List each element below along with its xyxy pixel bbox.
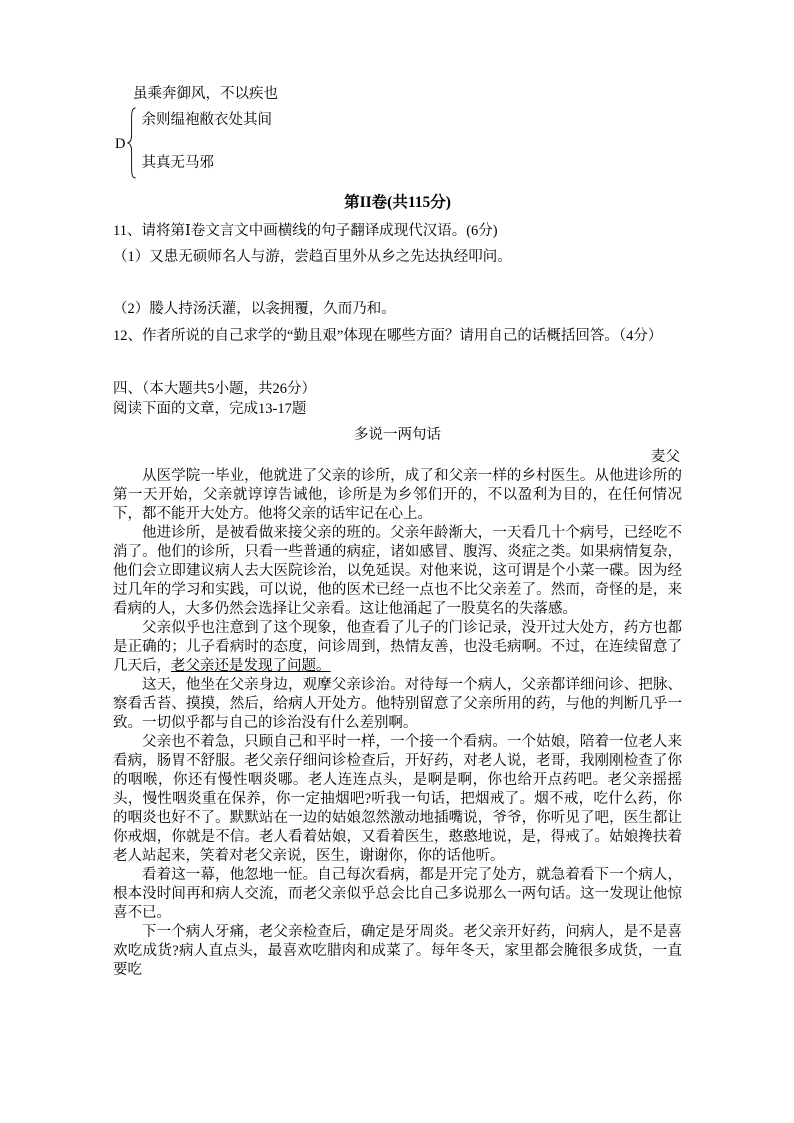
left-brace-icon — [127, 107, 137, 179]
option-d-line-1: 余则缊袍敝衣处其间 — [141, 112, 272, 128]
question-11-stem: 11、请将第Ⅰ卷文言文中画横线的句子翻译成现代汉语。(6分) — [113, 223, 498, 239]
article-title: 多说一两句话 — [354, 427, 441, 443]
option-d-label: D — [115, 135, 126, 152]
section-4-instruction: 阅读下面的文章，完成13-17题 — [113, 401, 307, 417]
article-paragraph-3 — [113, 619, 682, 676]
article-paragraph-7: 下一个病人牙痛，老父亲检查后，确定是牙周炎。老父亲开好药，问病人，是不是喜欢吃成货?病人直点头，最喜欢吃腊肉和成菜了。每年冬天，家里都会腌很多成货，一直要吃 — [113, 924, 682, 978]
article-paragraph-6: 看着这一幕，他忽地一怔。自己每次看病，都是开完了处方，就急着看下一个病人，根本没时间再和病人交流，而老父亲似乎总会比自己多说那么一两句话。这一发现让他惊喜不已。 — [113, 867, 682, 921]
option-d-lines — [141, 107, 272, 181]
article-author: 麦父 — [651, 449, 680, 465]
paragraph-3-text: 父亲似乎也注意到了这个现象，他查看了儿子的门诊记录，没开过大处方，药方也都是正确的；儿子看病时的态度，问诊周到，热情友善，也没毛病啊。不过，在连续留意了几天后， — [113, 620, 682, 674]
article-paragraph-1: 从医学院一毕业，他就进了父亲的诊所，成了和父亲一样的乡村医生。从他进诊所的第一天开始，父亲就谆谆告诫他，诊所是为乡邻们开的，不以盈利为目的，在任何情况下，都不能开大处方。他将父亲的话牢记在心上。 — [113, 468, 682, 522]
question-12-stem: 12、作者所说的自己求学的“勤且艰”体现在哪些方面？请用自己的话概括回答。（4分） — [113, 328, 663, 344]
article-paragraph-4: 这天，他坐在父亲身边，观摩父亲诊治。对待每一个病人，父亲都详细问诊、把脉、察看舌苔、摸摸，然后，给病人开处方。他特别留意了父亲所用的药，与他的判断几乎一致。一切似乎都与自己的诊治没有什么差别啊。 — [113, 677, 682, 731]
article-paragraph-5: 父亲也不着急，只顾自己和平时一样，一个接一个看病。一个姑娘，陪着一位老人来看病，肠胃不舒服。老父亲仔细问诊检查后，开好药，对老人说，老哥，我刚刚检查了你的咽喉，你还有慢性咽炎哪。老人连连点头，是啊是啊，你也给开点药吧。老父亲摇摇头，慢性咽炎重在保养，你一定抽烟吧?听我一句话，把烟戒了。烟不戒，吃什么药，你的咽炎也好不了。默默站在一边的姑娘忽然激动地插嘴说，爷爷，你听见了吧，医生都让你戒烟，你就是不信。老人看着姑娘，又看着医生，憨憨地说，是，得戒了。姑娘搀扶着老人站起来，笑着对老父亲说，医生，谢谢你，你的话他听。 — [113, 734, 682, 864]
section-2-title: 第II卷(共115分) — [344, 194, 451, 211]
paragraph-3-underlined-text: 老父亲还是发现了问题。 — [171, 658, 331, 674]
question-11-item-1: （1）又患无硕师名人与游，尝趋百里外从乡之先达执经叩问。 — [113, 249, 512, 265]
section-4-heading: 四、（本大题共5小题，共26分） — [113, 381, 316, 397]
option-d-block — [115, 107, 682, 181]
question-11-item-2: （2）媵人持汤沃灌，以衾拥覆，久而乃和。 — [113, 301, 396, 317]
passage-line-above: 虽乘奔御风，不以疾也 — [133, 86, 278, 102]
option-d-line-2: 其真无马邪 — [141, 155, 214, 171]
article-paragraph-2: 他进诊所，是被看做来接父亲的班的。父亲年龄渐大，一天看几十个病号，已经吃不消了。他们的诊所，只看一些普通的病症，诸如感冒、腹泻、炎症之类。如果病情复杂，他们会立即建议病人去大医院诊治，以免延误。对他来说，这可谓是个小菜一碟。因为经过几年的学习和实践，可以说，他的医术已经一点也不比父亲差了。然而，奇怪的是，来看病的人，大多仍然会选择让父亲看。这让他涌起了一股莫名的失落感。 — [113, 525, 682, 617]
